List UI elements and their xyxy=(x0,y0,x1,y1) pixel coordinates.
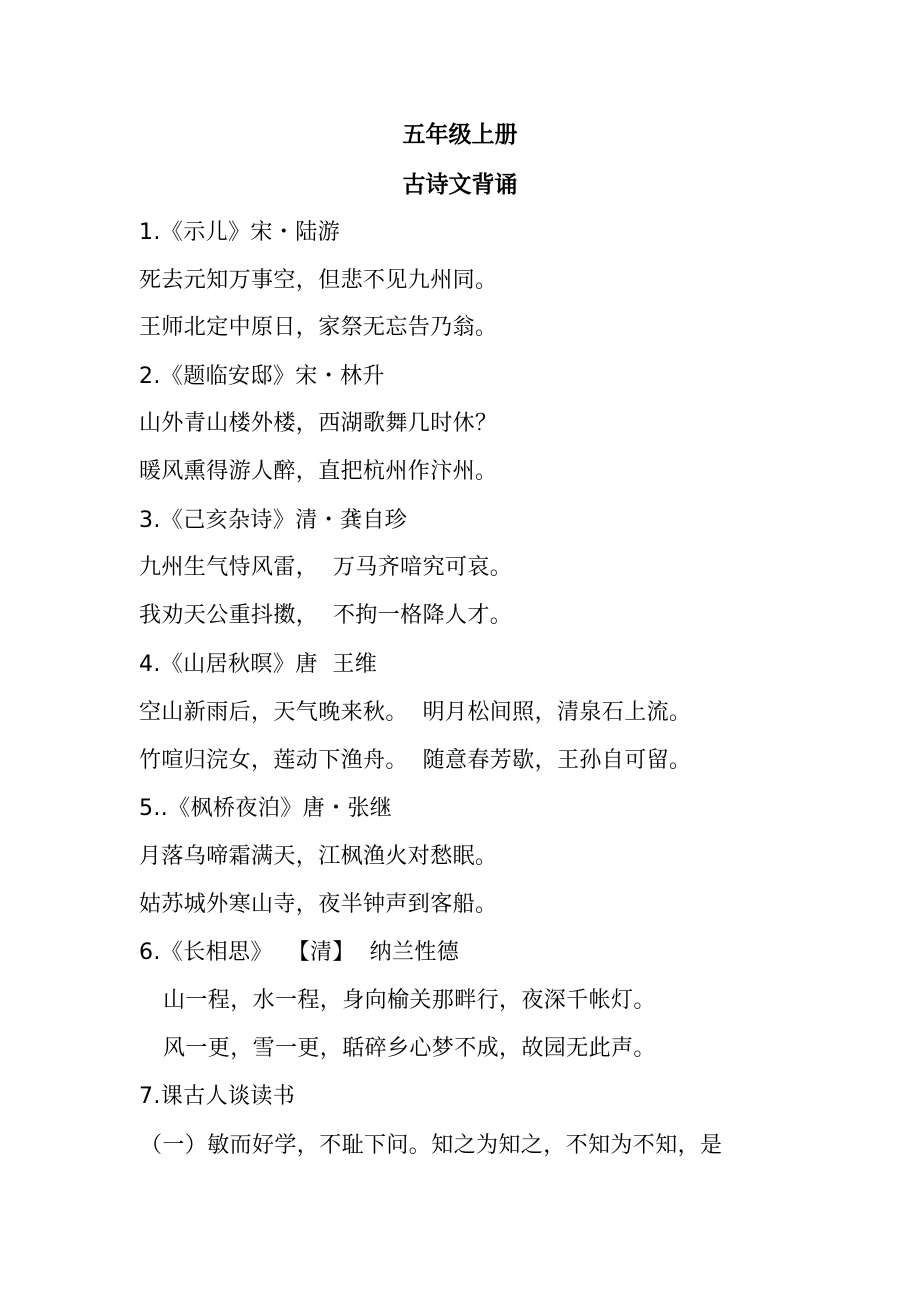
poem-line: 竹喧归浣女，莲动下渔舟。 随意春芳歇，王孙自可留。 xyxy=(139,748,692,773)
poem-line: 山外青山楼外楼，西湖歌舞几时休？ xyxy=(139,411,498,436)
poem-heading: 5..《枫桥夜泊》唐・张继 xyxy=(139,796,393,821)
poem-heading: 2.《题临安邸》宋・林升 xyxy=(139,364,385,389)
poem-line: 暖风熏得游人醉，直把杭州作汴州。 xyxy=(139,459,498,484)
poem-line: 死去元知万事空，但悲不见九州同。 xyxy=(139,268,498,293)
poem-line: 九州生气恃风雷， 万马齐喑究可哀。 xyxy=(139,555,513,580)
poem-line: 姑苏城外寒山寺，夜半钟声到客船。 xyxy=(139,892,498,917)
poem-line: 空山新雨后，天气晚来秋。 明月松间照，清泉石上流。 xyxy=(139,700,692,725)
prose-line: （一）敏而好学，不耻下问。知之为知之，不知为不知，是 xyxy=(140,1133,723,1158)
poem-heading: 3.《己亥杂诗》清・龚自珍 xyxy=(139,508,408,533)
poem-heading: 4.《山居秋暝》唐 王维 xyxy=(139,652,378,677)
poem-heading: 7.课古人谈读书 xyxy=(139,1084,296,1109)
poem-line: 王师北定中原日，家祭无忘告乃翁。 xyxy=(139,315,498,340)
poem-heading: 6.《长相思》 【清】 纳兰性德 xyxy=(139,940,460,965)
poem-line: 山一程，水一程，身向榆关那畔行，夜深千帐灯。 xyxy=(163,988,656,1013)
poem-line: 月落乌啼霜满天，江枫渔火对愁眠。 xyxy=(139,844,498,869)
poem-heading: 1.《示儿》宋・陆游 xyxy=(139,220,340,245)
poem-line: 风一更，雪一更，聒碎乡心梦不成，故园无此声。 xyxy=(163,1036,656,1061)
page-title: 五年级上册 xyxy=(402,122,518,148)
poem-line: 我劝天公重抖擞， 不拘一格降人才。 xyxy=(139,603,513,628)
page-subtitle: 古诗文背诵 xyxy=(402,172,518,198)
